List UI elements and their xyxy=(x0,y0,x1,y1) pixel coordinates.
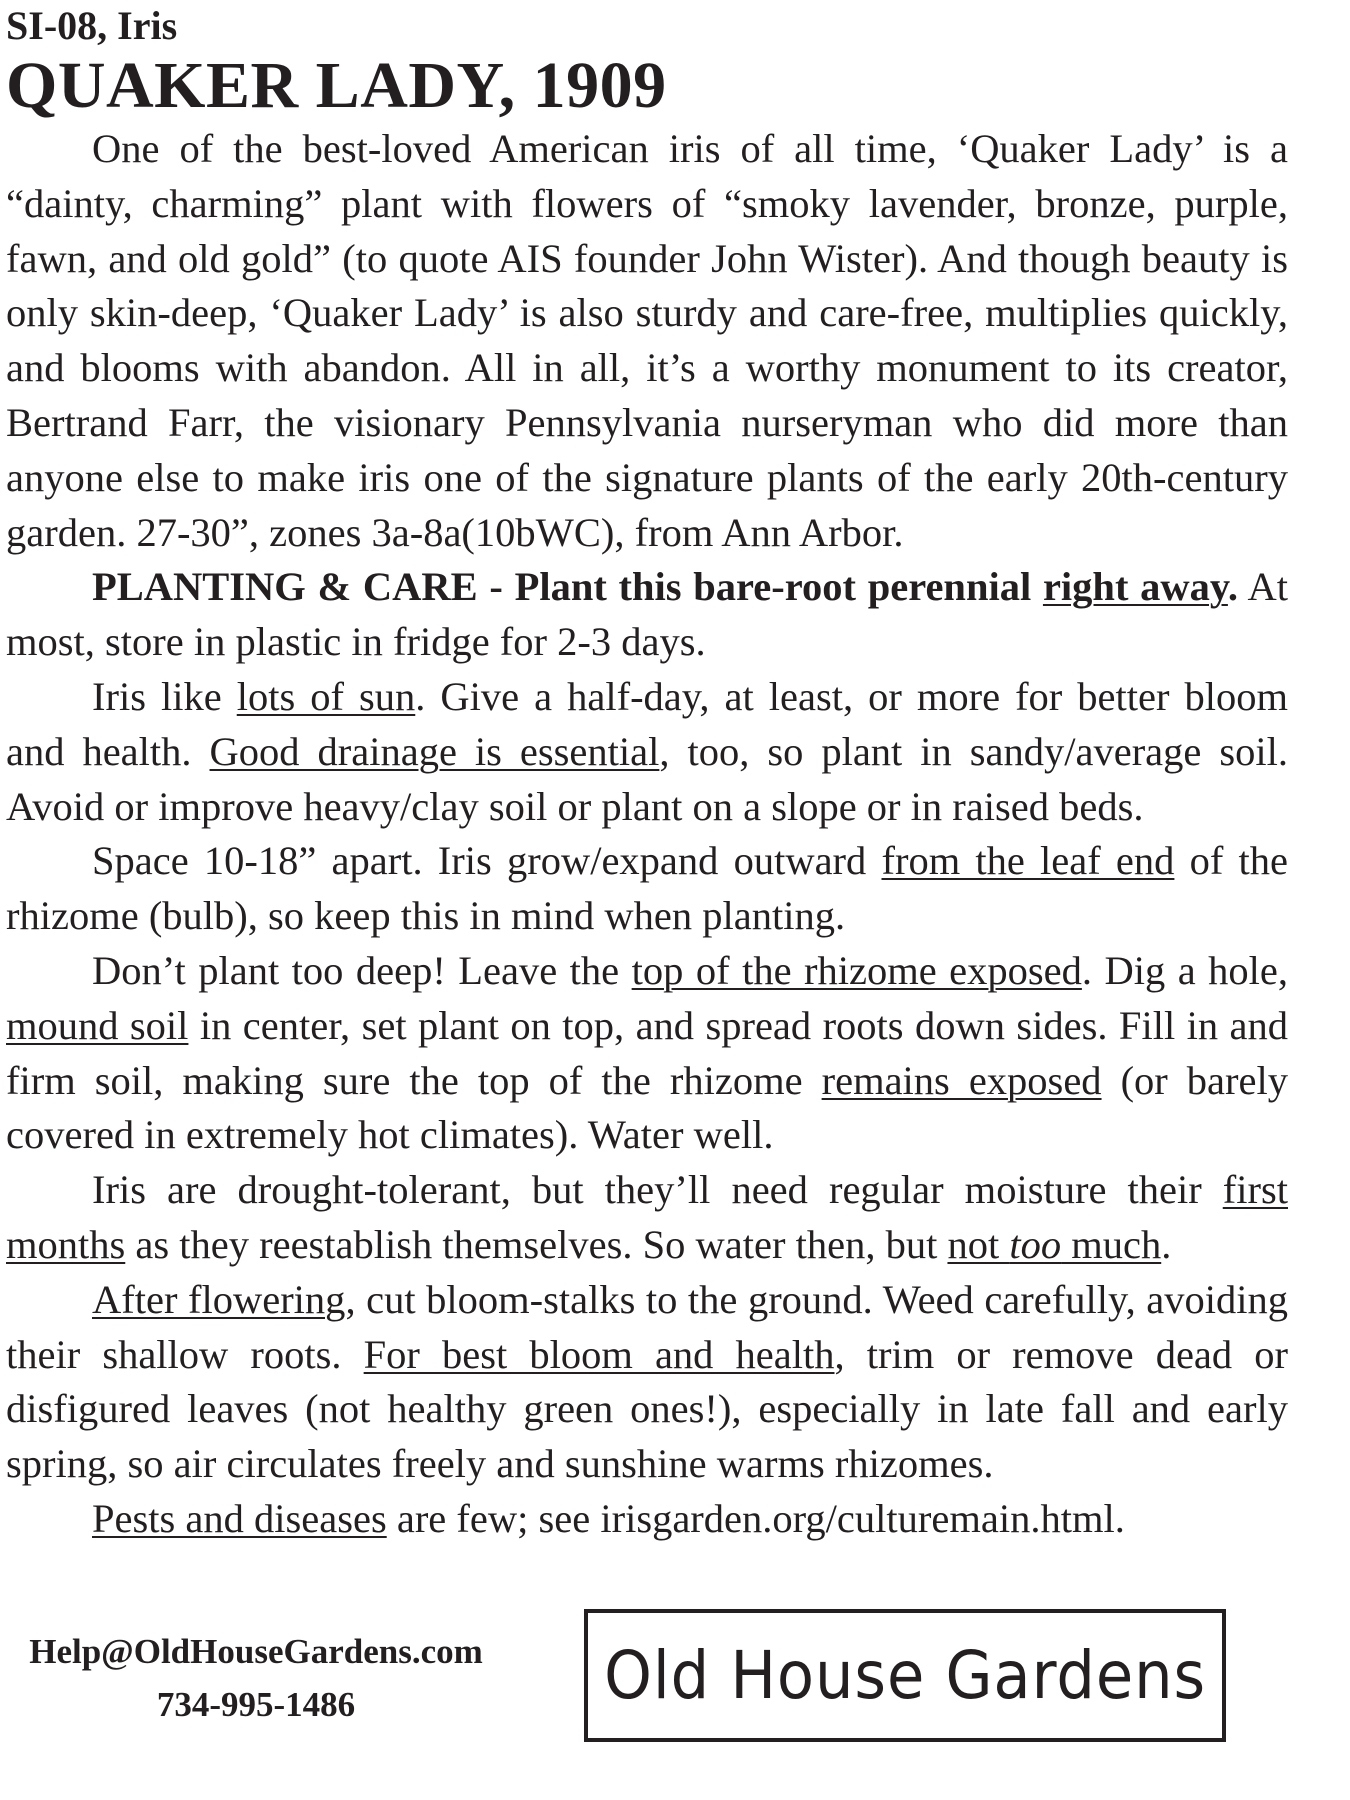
watering-text-1: Iris are drought-tolerant, but they’ll need regular moisture their xyxy=(92,1167,1223,1213)
sun-text-1: Iris like xyxy=(92,673,237,719)
watering-emphasis-2b: much xyxy=(1061,1221,1162,1267)
depth-emphasis-1: top of the rhizome exposed xyxy=(631,947,1082,993)
after-text-2: , trim or remove dead or disfigured leaves (not healthy green ones!), especially in late fall and early spring, so air circulates freely and sunshine warms rhizomes. xyxy=(6,1331,1288,1487)
sun-paragraph xyxy=(6,670,1288,834)
depth-paragraph xyxy=(6,944,1288,1163)
watering-paragraph xyxy=(6,1163,1288,1273)
page-title: QUAKER LADY, 1909 xyxy=(6,49,667,122)
instruction-sheet xyxy=(6,0,1306,1724)
sheet-body xyxy=(6,122,1288,1547)
depth-text-3: in center, set plant on top, and spread roots down sides. Fill in and firm soil, making sure the top of the rhizome xyxy=(6,1002,1288,1103)
care-intro-paragraph xyxy=(6,560,1288,670)
depth-text-2: . Dig a hole, xyxy=(1081,947,1288,993)
spacing-text-1: Space 10-18” apart. Iris grow/expand outward xyxy=(92,838,882,884)
depth-text-1: Don’t plant too deep! Leave the xyxy=(92,947,632,993)
spacing-paragraph xyxy=(6,834,1288,944)
after-text-1: , cut bloom-stalks to the ground. Weed carefully, avoiding their shallow roots. xyxy=(6,1276,1288,1377)
contact-phone: 734-995-1486 xyxy=(156,1685,356,1724)
care-heading-end: . xyxy=(1227,564,1239,610)
spacing-text-2: of the rhizome (bulb), so keep this in mind when planting. xyxy=(6,838,1289,939)
watering-emphasis-2-italic: too xyxy=(1009,1221,1062,1267)
sun-text-2: . Give a half-day, at least, or more for better bloom and health. xyxy=(6,673,1289,774)
watering-emphasis-1: first months xyxy=(6,1167,1288,1267)
watering-emphasis-2 xyxy=(947,1222,1161,1267)
sun-text-3: , too, so plant in sandy/average soil. Avoid or improve heavy/clay soil or plant on a slope or in raised beds. xyxy=(6,728,1289,829)
contact-email[interactable]: Help@OldHouseGardens.com xyxy=(29,1632,483,1671)
after-emphasis-1: After flowering xyxy=(92,1276,346,1322)
after-emphasis-2: For best bloom and health xyxy=(363,1331,835,1377)
care-heading-emphasis: right away xyxy=(1042,564,1228,610)
depth-emphasis-2: mound soil xyxy=(6,1002,189,1048)
care-store-text: At most, store in plastic in fridge for 2-3 days. xyxy=(6,564,1289,665)
pests-emphasis: Pests and diseases xyxy=(92,1495,387,1541)
spacing-emphasis-1: from the leaf end xyxy=(881,838,1175,884)
after-flowering-paragraph xyxy=(6,1273,1288,1492)
care-heading-text: PLANTING & CARE - Plant this bare-root perennial xyxy=(92,564,1043,610)
depth-emphasis-3: remains exposed xyxy=(821,1057,1102,1103)
product-code: SI-08, Iris xyxy=(6,3,178,48)
care-heading xyxy=(92,564,1238,609)
sun-emphasis-1: lots of sun xyxy=(236,673,416,719)
depth-text-4: (or barely covered in extremely hot climates). Water well. xyxy=(6,1057,1288,1158)
pests-paragraph xyxy=(6,1492,1288,1547)
pests-text: are few; see irisgarden.org/culturemain.html. xyxy=(386,1495,1125,1541)
description-paragraph: One of the best-loved American iris of all time, ‘Quaker Lady’ is a “dainty, charming” plant with flowers of “smoky lavender, bronze, purple, fawn, and old gold” (to quote AIS founder John Wister). And though beauty is only skin-deep, ‘Quaker Lady’ is also sturdy and care-free, multiplies quickly, and blooms with abandon. All in all, it’s a worthy monument to its creator, Bertrand Farr, the visionary Pennsylvania nurseryman who did more than anyone else to make iris one of the signature plants of the early 20th-century garden. 27-30”, zones 3a-8a(10bWC), from Ann Arbor. xyxy=(6,126,1288,555)
watering-text-2: as they reestablish themselves. So water then, but xyxy=(125,1221,948,1267)
company-logo xyxy=(584,1609,1226,1742)
logo-text: Old House Gardens xyxy=(604,1637,1206,1714)
sun-emphasis-2: Good drainage is essential xyxy=(209,728,660,774)
watering-text-3: . xyxy=(1161,1221,1172,1267)
watering-emphasis-2a: not xyxy=(947,1221,1010,1267)
contact-block xyxy=(6,1625,506,1731)
